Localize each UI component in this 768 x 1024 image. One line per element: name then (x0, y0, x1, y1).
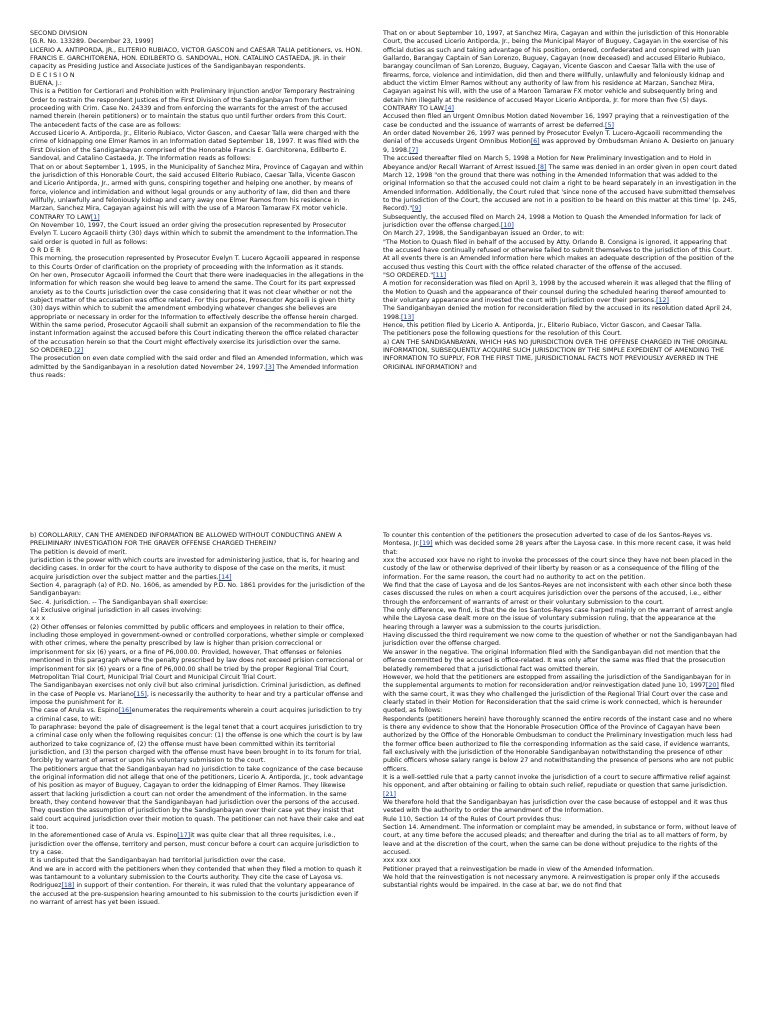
paragraph: Hence, this petition filed by Licerio A. Antiporda, Jr., Eliterio Rubiaco, Victor Gascon, and Caesar Talla. (383, 322, 702, 330)
footnote-link[interactable]: [11] (433, 271, 447, 279)
paragraph: That on or about September 1, 1995, in the Municipality of Sanchez Mira, Province of Cagayan and within the jurisdiction of this Honorable Court, the said accused Eliterio Rubiaco, Caesar Talla, Vicente Gascon and Licerio Antiporda, Jr., armed with guns, conspiring together and helping one another, by means of force, violence and intimidation and without legal grounds or any authority of law, did then and there willfully, unlawfully and feloniously kidnap and carry away one Elmer Ramos from his residence in Marzan, Sanchez Mira, Cagayan against his will with the use of a Maroon Tamaraw FX motor vehicle. (30, 163, 364, 213)
paragraph: (a) Exclusive original jurisdiction in all cases involving: (30, 607, 202, 615)
paragraph: In the aforementioned case of Arula vs. Espino[17]it was quite clear that all three requisites, i.e., jurisdiction over the offense, territory and person, must concur before a court can acquire jurisdiction to try a case. (30, 832, 359, 857)
paragraph: "The Motion to Quash filed in behalf of the accused by Atty. Orlando B. Consigna is ignored, it appearing that the accused have continually refused or otherwise failed to submit themselves to the jurisdiction of this Court. At all events there is an Amended Information here which makes an adequate description of the position of the accused thus vesting this Court with the office related character of the offense of the accused. (383, 238, 735, 271)
paragraph: a) CAN THE SANDIGANBAYAN, WHICH HAS NO JURISDICTION OVER THE OFFENSE CHARGED IN THE ORIGINAL INFORMATION, SUBSEQUENTLY ACQUIRE SUCH JURISDICTION BY THE SIMPLE EXPEDIENT OF AMENDING THE INFORMATION TO SUPPLY, FOR THE FIRST TIME, JURISDICTIONAL FACTS NOT PREVIOUSLY AVERRED IN THE ORIGINAL INFORMATION? and (383, 338, 728, 371)
paragraph: The petitioners pose the following questions for the resolution of this Court. (383, 330, 622, 338)
footnote-link[interactable]: [3] (265, 363, 275, 371)
paragraph: Accused Licerio A. Antiporda, Jr., Eliterio Rubiaco, Victor Gascon, and Caesar Talla were charged with the crime of kidnapping one Elmer Ramos in an Information dated September 18, 1997. It was filed with the First Division of the Sandiganbayan comprised of the Honorable Francis E. Garchitorena, Edilberto E. Sandoval, and Catalino Castaeda, Jr. The Information reads as follows: (30, 130, 360, 163)
footnote-link[interactable]: [13] (401, 313, 414, 321)
paragraph: Sec. 4. Jurisdiction. -- The Sandiganbayan shall exercise: (30, 598, 208, 606)
paragraph: We answer in the negative. The original Information filed with the Sandiganbayan did not mention that the offense committed by the accused is office-related. It was only after the same was filed that the prosecution belatedly remembered that a jurisdictional fact was omitted therein. (383, 648, 726, 673)
paragraph: SO ORDERED.[2] (30, 347, 84, 355)
footnote-link[interactable]: [1] (90, 213, 100, 221)
paragraph: The Sandiganbayan exercises not only civil but also criminal jurisdiction. Criminal jurisdiction, as defined in the case of People vs. Mariano[15], is necessarily the authority to hear and try a particular offense and impose the punishment for it. (30, 682, 363, 706)
footnote-link[interactable]: [6] (530, 138, 540, 146)
paragraph: BUENA, J.: (30, 80, 62, 88)
paragraph: They question the assumption of jurisdiction by the Sandiganbayan over their case yet they insist that said court acquired jurisdiction over their motion to quash. The petitioner can not have their cake and eat it too. (30, 807, 365, 832)
footnote-link[interactable]: [21] (383, 790, 396, 798)
paragraph: Section 14. Amendment. The information or complaint may be amended, in substance or form, without leave of court, at any time before the accused pleads; and thereafter and during the trial as to all matters of form, by leave and at the discretion of the court, when the same can be done without prejudice to the rights of the accused. (383, 824, 737, 857)
paragraph: Section 4, paragraph (a) of P.D. No. 1606, as amended by P.D. No. 1861 provides for the jurisdiction of the Sandiganbayan: (30, 582, 365, 598)
paragraph: b) COROLLARILY, CAN THE AMENDED INFORMATION BE ALLOWED WITHOUT CONDUCTING ANEW A PRELIMINARY INVESTIGATION FOR THE GRAVER OFFENSE CHARGED THEREIN? (30, 532, 342, 548)
paragraph: Having discussed the third requirement we now come to the question of whether or not the Sandiganbayan had jurisdiction over the offense charged. (383, 632, 737, 648)
paragraph: Jurisdiction is the power with which courts are invested for administering justice, that is, for hearing and deciding cases. In order for the court to have authority to dispose of the case on the merits, it must acquire jurisdiction over the subject matter and the parties.[14] (30, 557, 360, 581)
paragraph: This morning, the prosecution represented by Prosecutor Evelyn T. Lucero Agcaoili appeared in response to this Courts Order of clarification on the propriety of proceeding with the Information as it stands. (30, 255, 360, 271)
footnote-link[interactable]: [10] (500, 221, 514, 229)
paragraph: This is a Petition for Certiorari and Prohibition with Preliminary Injunction and/or Temporary Restraining Order to restrain the respondent Justices of the First Division of the Sandiganbayan from further proceeding with Crim. Case No. 24339 and from enforcing the warrants for the arrest of the accused named therein (herein petitioners) or to maintain the status quo until further orders from this Court. (30, 88, 355, 121)
paragraph: CONTRARY TO LAW[1] (30, 213, 100, 221)
footnote-link[interactable]: [7] (409, 146, 418, 154)
paragraph: D E C I S I O N (30, 71, 75, 79)
paragraph: [G.R. No. 133289. December 23, 1999] (30, 38, 154, 46)
footnote-link[interactable]: [5] (605, 121, 614, 129)
paragraph: Rule 110, Section 14 of the Rules of Court provides thus: (383, 815, 562, 823)
page1-left-column (30, 30, 366, 472)
footnote-link[interactable]: [4] (445, 105, 455, 113)
paragraph: CONTRARY TO LAW.[4] (383, 105, 455, 113)
footnote-link[interactable]: [12] (656, 297, 670, 304)
footnote-link[interactable]: [18] (61, 882, 75, 890)
page2-left-column (30, 532, 366, 992)
paragraph: On March 27, 1998, the Sandiganbayan issued an Order, to wit: (383, 230, 585, 238)
footnote-link[interactable]: [20] (705, 682, 719, 690)
paragraph: It is undisputed that the Sandiganbayan had territorial jurisdiction over the case. (30, 857, 286, 865)
paragraph: Petitioner prayed that a reinvestigation be made in view of the Amended Information. (383, 865, 654, 873)
paragraph: A motion for reconsideration was filed on April 3, 1998 by the accused wherein it was alleged that the filing of the Motion to Quash and the appearance of their counsel during the scheduled hearing thereof amounted to their voluntary appearance and invested the court with jurisdiction over their persons.[12] (383, 280, 731, 304)
paragraph: "SO ORDERED."[11] (383, 271, 447, 279)
paragraph: The petition is devoid of merit. (30, 548, 127, 556)
paragraph: (2) Other offenses or felonies committed by public officers and employees in relation to their office, including those employed in government-owned or controlled corporations, whether simple or complexed with other crimes, where the penalty prescribed by law is higher than prision correccional or imprisonment for six (6) years, or a fine of P6,000.00. Provided, however, That offenses or felonies mentioned in this paragraph where the penalty prescribed by law does not exceed prision correccional or imprisonment for six (6) years or a fine of P6,000.00 shall be tried by the proper Regional Trial Court, Metropolitan Trial Court, Municipal Trial Court and Municipal Circuit Trial Court. (30, 623, 364, 681)
paragraph: LICERIO A. ANTIPORDA, JR., ELITERIO RUBIACO, VICTOR GASCON and CAESAR TALIA petitioners, vs. HON. FRANCIS E. GARCHITORENA, HON. EDILBERTO G. SANDOVAL, HON. CATALINO CASTAEDA, JR. in their capacity as Presiding Justice and Associate Justices of the Sandiganbayan respondents. (30, 46, 363, 71)
paragraph: However, we hold that the petitioners are estopped from assailing the jurisdiction of the Sandiganbayan for in the supplemental arguments to motion for reconsideration and/or reinvestigation dated June 10, 1997[20] filed with the same court, it was they who challenged the jurisdiction of the Regional Trial Court over the case and clearly stated in their Motion for Reconsideration that the said crime is work connected, which is hereunder quoted, as follows: (383, 673, 735, 715)
paragraph: We hold that the reinvestigation is not necessary anymore. A reinvestigation is proper only if the accuseds substantial rights would be impaired. In the case at bar, we do not find that (383, 874, 720, 890)
paragraph: The Sandiganbayan denied the motion for reconsideration filed by the accused in its resolution dated April 24, 1998.[13] (383, 305, 732, 321)
paragraph: To counter this contention of the petitioners the prosecution adverted to case of de los Santos-Reyes vs. Montesa, Jr.[19] which was decided some 28 years after the Layosa case. In this more recent case, it was held that: (383, 532, 731, 556)
footnote-link[interactable]: [8] (537, 163, 547, 171)
paragraph: xxx xxx xxx (383, 857, 421, 865)
paragraph: Subsequently, the accused filed on March 24, 1998 a Motion to Quash the Amended Information for lack of jurisdiction over the offense charged.[10] (383, 213, 721, 229)
page2-right-column (383, 532, 739, 992)
paragraph: That on or about September 10, 1997, at Sanchez Mira, Cagayan and within the jurisdiction of this Honorable Court, the accused Licerio Antiporda, Jr., being the Municipal Mayor of Buguey, Cagayan in the exercise of his official duties as such and taking advantage of his position, ordered, confederated and conspired with Juan Gallardo, Barangay Captain of San Lorenzo, Buguey, Cagayan (now deceased) and accused Eliterio Rubiaco, barangay councilman of San Lorenzo, Buguey, Cagayan, Vicente Gascon and Caesar Talla with the use of firearms, force, violence and intimidation, did then and there willfully, unlawfully and feloniously kidnap and abduct the victim Elmer Ramos without any authority of law from his residence at Marzan, Sanchez Mira, Cagayan against his will, with the use of a Maroon Tamaraw FX motor vehicle and subsequently bring and detain him illegally at the residence of accused Mayor Licerio Antiporda, Jr. for more than five (5) days. (383, 30, 729, 104)
paragraph: The petitioners argue that the Sandiganbayan had no jurisdiction to take cognizance of the case because the original information did not allege that one of the petitioners, Licerio A. Antiporda, Jr., took advantage of his position as mayor of Buguey, Cagayan to order the kidnapping of Elmer Ramos. They likewise assert that lacking jurisdiction a court can not order the amendment of the information. In the same breath, they contend however that the Sandiganbayan had jurisdiction over the persons of the accused. (30, 765, 364, 806)
paragraph: The only difference, we find, is that the de los Santos-Reyes case harped mainly on the warrant of arrest angle while the Layosa case dealt more on the issue of voluntary submission ruling, that the appearance at the hearing through a lawyer was a submission to the courts jurisdiction. (383, 607, 733, 631)
footnote-link[interactable]: [16] (118, 707, 132, 715)
footnote-link[interactable]: [9] (412, 205, 422, 213)
paragraph: The antecedent facts of the case are as follows: (30, 121, 182, 129)
paragraph: Accused then filed an Urgent Omnibus Motion dated November 16, 1997 praying that a reinvestigation of the case be conducted and the issuance of warrants of arrest be deferred.[5] (383, 113, 729, 129)
footnote-link[interactable]: [19] (419, 540, 433, 548)
paragraph: SECOND DIVISION (30, 30, 88, 37)
paragraph: The case of Arula vs. Espino[16]enumerates the requirements wherein a court acquires jurisdiction to try a criminal case, to wit: (30, 707, 362, 723)
paragraph: On November 10, 1997, the Court issued an order giving the prosecution represented by Prosecutor Evelyn T. Lucero Agcaoili thirty (30) days within which to submit the amendment to the Information.The said order is quoted in full as follows: (30, 221, 358, 246)
paragraph: An order dated November 26, 1997 was penned by Prosecutor Evelyn T. Lucero-Agcaoili recommending the denial of the accuseds Urgent Omnibus Motion[6] was approved by Ombudsman Aniano A. Desierto on January 9, 1998.[7] (383, 130, 734, 154)
page1-right-column (383, 30, 739, 472)
footnote-link[interactable]: [2] (74, 347, 84, 355)
paragraph: xxx the accused xxx have no right to invoke the processes of the court since they have not been placed in the custody of the law or otherwise deprived of their liberty by reason or as a consequence of the filling of the information. For the same reason, the court had no authority to act on the petition. (383, 557, 733, 581)
paragraph: O R D E R (30, 246, 61, 254)
paragraph: It is a well-settled rule that a party cannot invoke the jurisdiction of a court to secure affirmative relief against his opponent, and after obtaining or failing to obtain such relief, repudiate or question that same jurisdiction.[21] (383, 773, 731, 798)
paragraph: The accused thereafter filed on March 5, 1998 a Motion for New Preliminary Investigation and to Hold in Abeyance and/or Recall Warrant of Arrest Issued.[8] The same was denied in an order given in open court dated March 12, 1998 "on the ground that there was nothing in the Amended Information that was added to the original Information so that the accused could not claim a right to be heard separately in an investigation in the Amended Information. Additionally, the Court ruled that 'since none of the accused have submitted themselves to the jurisdiction of the Court, the accused are not in a position to be heard on this matter at this time' (p. 245, Record)."[9] (383, 155, 737, 213)
footnote-link[interactable]: [15] (133, 690, 147, 698)
paragraph: We find that the case of Layosa and de los Santos-Reyes are not inconsistent with each other since both these cases discussed the rules on when a court acquires jurisdiction over the persons of the accused, i.e., either through the enforcement of warrants of arrest or their voluntary submission to the court. (383, 582, 732, 606)
paragraph: x x x (30, 615, 46, 623)
paragraph: We therefore hold that the Sandiganbayan has jurisdiction over the case because of estoppel and it was thus vested with the authority to order the amendment of the Information. (383, 799, 728, 815)
footnote-link[interactable]: [17] (177, 832, 191, 840)
paragraph: And we are in accord with the petitioners when they contended that when they filed a motion to quash it was tantamount to a voluntary submission to the Courts authority. They cite the case of Layosa vs. Rodriguez[18] in support of their contention. For therein, it was ruled that the voluntary appearance of the accused at the pre-suspension hearing amounted to his submission to the courts jurisdiction even if no warrant of arrest has yet been issued. (30, 865, 362, 907)
paragraph: On her own, Prosecutor Agcaoili informed the Court that there were inadequacies in the allegations in the Information for which reason she would beg leave to amend the same. The Court for its part expressed anxiety as to the Courts jurisdiction over the case considering that it was not clear whether or not the subject matter of the accusation was office related. For this purpose, Prosecutor Agcaoili is given thirty (30) days within which to submit the amendment embodying whatever changes she believes are appropriate or necessary in order for the Information to effectively describe the offense herein charged. Within the same period, Prosecutor Agcaoili shall submit an expansion of the recommendation to file the instant Information against the accused before this Court indicating thereon the office related character of the accusation herein so that the Court might effectively exercise its jurisdiction over the same. (30, 271, 364, 346)
paragraph: The prosecution on even date complied with the said order and filed an Amended Information, which was admitted by the Sandiganbayan in a resolution dated November 24, 1997.[3] The Amended Information thus reads: (30, 355, 363, 380)
footnote-link[interactable]: [14] (218, 573, 232, 581)
paragraph: To paraphrase: beyond the pale of disagreement is the legal tenet that a court acquires jurisdiction to try a criminal case only when the following requisites concur: (1) the offense is one which the court is by law authorized to take cognizance of, (2) the offense must have been committed within its territorial jurisdiction, and (3) the person charged with the offense must have been brought in to its forum for trial, forcibly by warrant of arrest or upon his voluntary submission to the court. (30, 723, 363, 765)
paragraph: Respondents (petitioners herein) have thoroughly scanned the entire records of the instant case and no where is there any evidence to show that the Honorable Prosecution Office of the Province of Cagayan have been authorized by the Office of the Honorable Ombudsman to conduct the Preliminary Investigation much less had the former office been authorized to file the corresponding Information as the said case, if evidence warrants, fall exclusively with the jurisdiction of the Honorable Sandiganbayan notwithstanding the presence of other public officers whose salary range is below 27 and notwithstanding the presence of persons who are not public officers. (383, 715, 734, 773)
